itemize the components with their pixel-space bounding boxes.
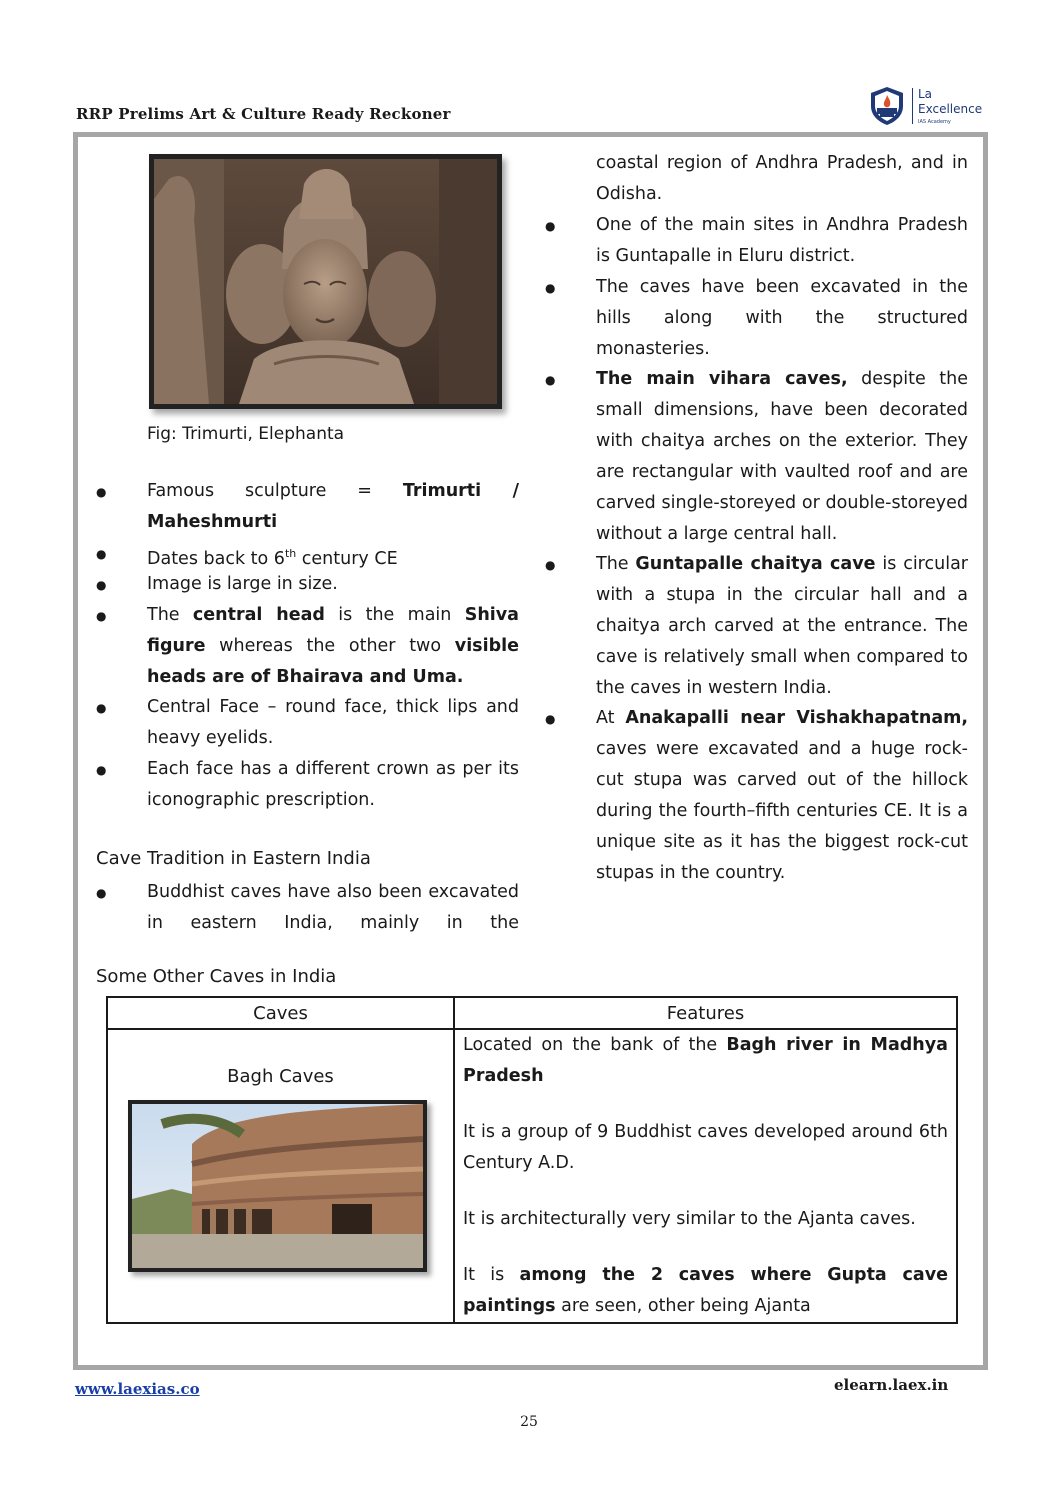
- bullet-dot-icon: ●: [545, 281, 556, 295]
- page-number: 25: [520, 1414, 538, 1430]
- shield-logo-icon: [868, 86, 906, 126]
- right-bullet-item: The Guntapalle chaitya cave is circular with a stupa in the circular hall and a chaitya arch carved at the entrance. The cave is relatively small when compared to the caves in western India.: [596, 554, 968, 698]
- column-header-caves: Caves: [107, 997, 454, 1029]
- left-bullet-item: Dates back to 6th century CE: [147, 547, 398, 569]
- section-heading-eastern-india: Cave Tradition in Eastern India: [96, 848, 371, 869]
- cave-cell: [107, 1029, 454, 1323]
- logo-divider: [912, 88, 913, 124]
- column-header-features: Features: [454, 997, 957, 1029]
- la-excellence-logo: [862, 84, 982, 130]
- feature-paragraph: It is a group of 9 Buddhist caves developed around 6th Century A.D.: [463, 1122, 948, 1173]
- bullet-dot-icon: ●: [96, 547, 107, 561]
- cave-name: Bagh Caves: [227, 1066, 334, 1087]
- eastern-bullet-text-part1: Buddhist caves have also been excavated in eastern India, mainly in the: [147, 882, 519, 933]
- left-bullet-item: Central Face – round face, thick lips and heavy eyelids.: [147, 697, 519, 748]
- feature-paragraph: It is architecturally very similar to the Ajanta caves.: [463, 1209, 916, 1229]
- bullet-dot-icon: ●: [96, 763, 107, 777]
- bullet-dot-icon: ●: [545, 558, 556, 572]
- eastern-bullet-text-part2: coastal region of Andhra Pradesh, and in Odisha.: [596, 153, 968, 204]
- right-bullet-item: The caves have been excavated in the hills along with the structured monasteries.: [596, 277, 968, 359]
- bullet-dot-icon: ●: [545, 219, 556, 233]
- right-bullet-item: At Anakapalli near Vishakhapatnam, caves were excavated and a huge rock-cut stupa was carved out of the hillock during the fourth–fifth centuries CE. It is a unique site as it has the biggest rock-cut stupas in the country.: [596, 708, 969, 883]
- bullet-dot-icon: ●: [545, 373, 556, 387]
- bullet-dot-icon: ●: [545, 712, 556, 726]
- left-bullet-item: Each face has a different crown as per its iconographic prescription.: [147, 759, 519, 810]
- bullet-dot-icon: ●: [96, 701, 107, 715]
- bullet-dot-icon: ●: [96, 609, 107, 623]
- bullet-dot-icon: ●: [96, 886, 107, 900]
- left-bullet-item: Image is large in size.: [147, 574, 338, 594]
- trimurti-sculpture-photo: [149, 154, 502, 409]
- table-row: [107, 1029, 957, 1323]
- features-cell: [454, 1029, 957, 1323]
- table-header-row: [107, 997, 957, 1029]
- left-bullet-item: The central head is the main Shiva figure whereas the other two visible heads are of Bhairava and Uma.: [147, 605, 519, 687]
- logo-tagline: IAS Academy: [918, 119, 951, 125]
- right-bullet-item: One of the main sites in Andhra Pradesh is Guntapalle in Eluru district.: [596, 215, 968, 266]
- elearn-url: elearn.laex.in: [834, 1376, 949, 1394]
- right-bullet-item: The main vihara caves, despite the small dimensions, have been decorated with chaitya arches on the exterior. They are rectangular with vaulted roof and are carved single-storeyed or double-storeyed without a large central hall.: [596, 369, 968, 544]
- left-bullet-item: Famous sculpture = Trimurti / Maheshmurti: [147, 481, 519, 532]
- figure-caption: Fig: Trimurti, Elephanta: [147, 424, 345, 444]
- document-header-title: RRP Prelims Art & Culture Ready Reckoner: [76, 105, 451, 123]
- bullet-dot-icon: ●: [96, 485, 107, 499]
- bullet-dot-icon: ●: [96, 578, 107, 592]
- logo-text: [918, 87, 982, 117]
- other-caves-table: [106, 996, 958, 1324]
- bagh-caves-photo: [128, 1100, 427, 1272]
- logo-line-1: La: [918, 87, 933, 101]
- trimurti-image-icon: [154, 159, 497, 404]
- feature-paragraph: It is among the 2 caves where Gupta cave paintings are seen, other being Ajanta: [463, 1265, 948, 1316]
- website-link[interactable]: www.laexias.co: [75, 1380, 200, 1398]
- bagh-caves-image-icon: [132, 1104, 423, 1268]
- feature-paragraph: Located on the bank of the Bagh river in Madhya Pradesh: [463, 1035, 948, 1086]
- logo-line-2: Excellence: [918, 102, 983, 116]
- section-heading-other-caves: Some Other Caves in India: [96, 966, 337, 987]
